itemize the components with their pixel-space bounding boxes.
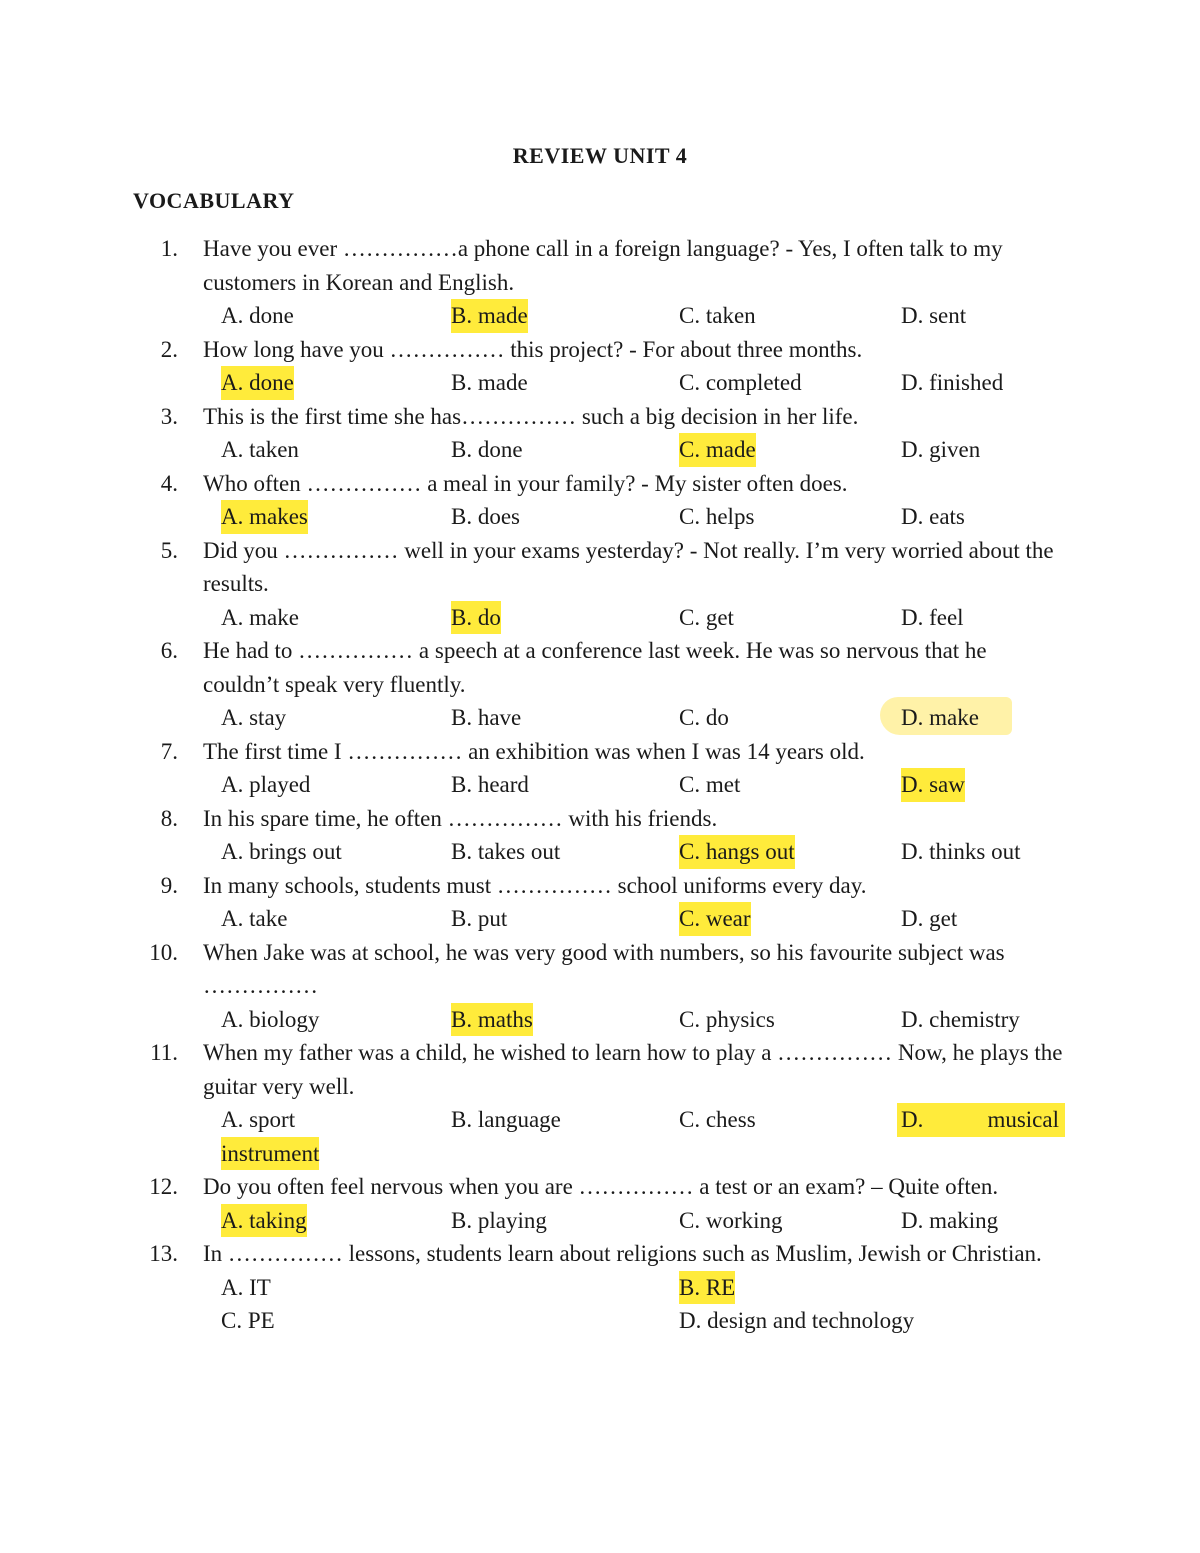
question-number: 2. bbox=[160, 336, 178, 362]
question-text: He had to …………… a speech at a conference last week. He was so nervous that he couldn’t speak very fluently. bbox=[203, 638, 987, 697]
option-c[interactable]: C. met bbox=[679, 772, 741, 797]
option-a[interactable]: A. make bbox=[221, 604, 299, 630]
question-text: When Jake was at school, he was very good with numbers, so his favourite subject was …………… bbox=[203, 939, 1005, 998]
question-number: 5. bbox=[160, 537, 178, 563]
question-text: Have you ever ……………a phone call in a foreign language? - Yes, I often talk to my customers in Korean and English. bbox=[203, 236, 1003, 295]
option-b[interactable]: B. takes out bbox=[451, 839, 561, 864]
option-a[interactable]: A. stay bbox=[221, 705, 287, 730]
question-number: 12. bbox=[149, 1174, 178, 1199]
options bbox=[0, 1204, 1200, 1238]
question-number: 10. bbox=[149, 939, 178, 965]
option-b[interactable]: B. does bbox=[451, 504, 520, 529]
option-a[interactable]: A. sport bbox=[221, 1107, 296, 1132]
option-c[interactable]: C. completed bbox=[679, 370, 802, 395]
option-a[interactable]: A. take bbox=[221, 906, 288, 931]
question-5 bbox=[0, 534, 1200, 635]
question-text: The first time I …………… an exhibition was when I was 14 years old. bbox=[203, 738, 865, 764]
option-a[interactable]: A. brings out bbox=[221, 839, 342, 864]
option-a-highlighted[interactable]: A. makes bbox=[221, 500, 308, 534]
question-10 bbox=[0, 936, 1200, 1037]
question-number: 11. bbox=[150, 1040, 178, 1065]
question-13 bbox=[0, 1237, 1200, 1338]
question-number: 3. bbox=[160, 403, 178, 429]
question-text: Who often …………… a meal in your family? - My sister often does. bbox=[203, 470, 848, 496]
option-c[interactable]: C. helps bbox=[679, 504, 755, 529]
option-a[interactable]: A. IT bbox=[221, 1274, 271, 1300]
question-number: 13. bbox=[149, 1241, 178, 1266]
option-b[interactable]: B. heard bbox=[451, 772, 529, 797]
option-a[interactable]: A. played bbox=[221, 772, 311, 797]
option-c[interactable]: C. physics bbox=[679, 1006, 775, 1032]
option-c[interactable]: C. taken bbox=[679, 303, 756, 328]
question-9 bbox=[0, 869, 1200, 936]
option-b[interactable]: B. made bbox=[451, 370, 528, 395]
option-c[interactable]: C. do bbox=[679, 705, 729, 730]
option-d[interactable]: D. finished bbox=[901, 370, 1004, 395]
question-2 bbox=[0, 333, 1200, 400]
question-4 bbox=[0, 467, 1200, 534]
option-b-highlighted[interactable]: B. do bbox=[451, 601, 501, 635]
option-d-marked[interactable]: D. make bbox=[901, 705, 979, 730]
question-text: Do you often feel nervous when you are …………… a test or an exam? – Quite often. bbox=[203, 1174, 999, 1199]
option-b-highlighted[interactable]: B. maths bbox=[451, 1003, 533, 1037]
question-8 bbox=[0, 802, 1200, 869]
option-c[interactable]: C. chess bbox=[679, 1107, 756, 1132]
question-text: When my father was a child, he wished to learn how to play a …………… Now, he plays the guitar very well. bbox=[203, 1040, 1063, 1099]
option-d[interactable]: D. eats bbox=[901, 504, 965, 529]
option-b[interactable]: B. done bbox=[451, 437, 523, 462]
option-b[interactable]: B. playing bbox=[451, 1207, 547, 1233]
options bbox=[0, 601, 1200, 635]
options bbox=[0, 366, 1200, 400]
options bbox=[0, 701, 1200, 735]
option-c-highlighted[interactable]: C. wear bbox=[679, 902, 751, 936]
option-d[interactable]: D. design and technology bbox=[679, 1308, 915, 1333]
option-d[interactable]: D. making bbox=[901, 1207, 999, 1233]
question-7 bbox=[0, 735, 1200, 802]
option-d-highlighted[interactable]: D. saw bbox=[901, 768, 965, 802]
question-number: 4. bbox=[160, 470, 178, 496]
option-a[interactable]: A. biology bbox=[221, 1006, 320, 1032]
option-c[interactable]: C. PE bbox=[221, 1308, 275, 1333]
question-number: 9. bbox=[160, 872, 178, 898]
option-d[interactable]: D. feel bbox=[901, 604, 964, 630]
option-c-highlighted[interactable]: C. made bbox=[679, 433, 756, 467]
option-d-continuation[interactable]: instrument bbox=[221, 1137, 319, 1171]
option-d[interactable]: D. chemistry bbox=[901, 1006, 1020, 1032]
option-b[interactable]: B. put bbox=[451, 906, 508, 931]
question-3 bbox=[0, 400, 1200, 467]
section-heading: VOCABULARY bbox=[133, 188, 295, 213]
option-a[interactable]: A. taken bbox=[221, 437, 299, 462]
question-number: 8. bbox=[160, 805, 178, 831]
question-text: In his spare time, he often …………… with his friends. bbox=[203, 805, 718, 831]
question-1 bbox=[0, 232, 1200, 333]
question-text: In many schools, students must …………… school uniforms every day. bbox=[203, 872, 867, 898]
option-d-highlighted[interactable] bbox=[897, 1103, 1065, 1137]
option-a-highlighted[interactable]: A. done bbox=[221, 366, 294, 400]
option-b-highlighted[interactable]: B. RE bbox=[679, 1271, 735, 1305]
option-d-word: musical bbox=[987, 1107, 1059, 1132]
option-a[interactable]: A. done bbox=[221, 303, 294, 328]
options bbox=[0, 500, 1200, 534]
options bbox=[0, 835, 1200, 869]
options bbox=[0, 902, 1200, 936]
option-b-highlighted[interactable]: B. made bbox=[451, 299, 528, 333]
option-c[interactable]: C. working bbox=[679, 1207, 783, 1233]
question-text: This is the first time she has…………… such a big decision in her life. bbox=[203, 403, 859, 429]
options bbox=[0, 1003, 1200, 1037]
option-c[interactable]: C. get bbox=[679, 604, 734, 630]
option-d[interactable]: D. given bbox=[901, 437, 981, 462]
option-d[interactable]: D. get bbox=[901, 906, 958, 931]
option-d[interactable]: D. thinks out bbox=[901, 839, 1021, 864]
question-6 bbox=[0, 634, 1200, 735]
option-c-highlighted[interactable]: C. hangs out bbox=[679, 835, 795, 869]
option-a-highlighted[interactable]: A. taking bbox=[221, 1204, 307, 1238]
question-text: Did you …………… well in your exams yesterday? - Not really. I’m very worried about the results. bbox=[203, 537, 1054, 596]
question-12 bbox=[0, 1170, 1200, 1237]
question-list bbox=[0, 232, 1200, 1338]
options bbox=[0, 433, 1200, 467]
question-text: How long have you …………… this project? - For about three months. bbox=[203, 336, 863, 362]
option-d-letter: D. bbox=[901, 1107, 924, 1132]
options bbox=[0, 299, 1200, 333]
question-number: 1. bbox=[160, 236, 178, 261]
question-text: In …………… lessons, students learn about religions such as Muslim, Jewish or Christian. bbox=[203, 1241, 1042, 1266]
question-number: 7. bbox=[160, 738, 178, 764]
option-b[interactable]: B. language bbox=[451, 1107, 561, 1132]
option-b[interactable]: B. have bbox=[451, 705, 522, 730]
page-title: REVIEW UNIT 4 bbox=[512, 143, 688, 168]
options bbox=[0, 1103, 1200, 1170]
option-d[interactable]: D. sent bbox=[901, 303, 967, 328]
options bbox=[0, 1271, 1200, 1338]
question-11 bbox=[0, 1036, 1200, 1170]
question-number: 6. bbox=[160, 638, 178, 663]
options bbox=[0, 768, 1200, 802]
